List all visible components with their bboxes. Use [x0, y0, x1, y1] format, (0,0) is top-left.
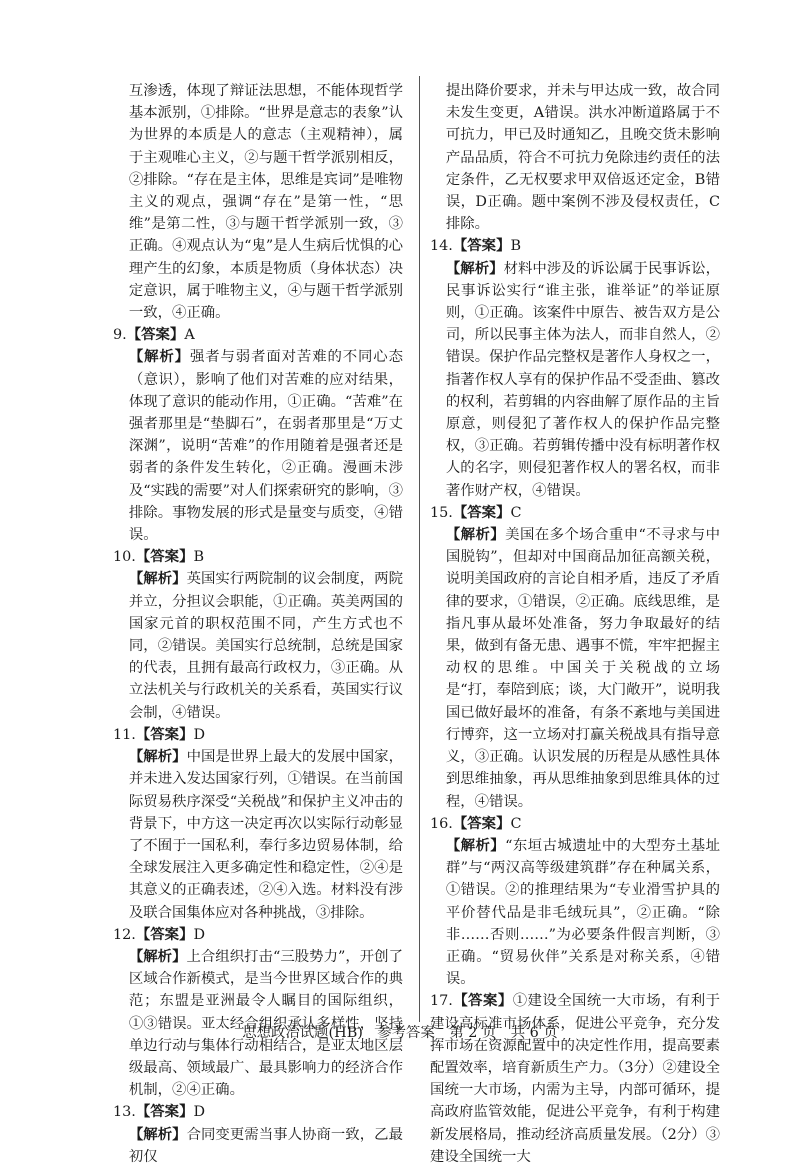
analysis-text: “东垣古城遗址中的大型夯土基址群”与“两汉高等级建筑群”存在种属关系，①错误。②的推理结果为“专业滑雪护具的平价替代品是非毛绒玩具”，②正确。“除非……否则……”为必要条件假言判断，③正确。“贸易伙伴”关系是对称关系，④错误。 [445, 837, 720, 988]
item-number: 13. [113, 1104, 136, 1121]
right-column [430, 80, 720, 1168]
answer-label: 【答案】 [135, 725, 194, 743]
answer-item-12 [113, 924, 403, 1102]
answer-item-14 [430, 235, 720, 501]
q13-analysis-continued: 提出降价要求，并未与甲达成一致，故合同未发生变更，A错误。洪水冲断道路属于不可抗力，甲已及时通知乙，且晚交货未影响产品品质，符合不可抗力免除违约责任的法定条件，乙无权要求甲双倍返还定金，B错误，D正确。题中案例不涉及侵权责任，C排除。 [445, 83, 720, 233]
answer-label: 【答案】 [452, 503, 511, 521]
column-divider [419, 76, 420, 1022]
analysis-text: 合同变更需当事人协商一致，乙最初仅 [128, 1126, 403, 1165]
answer-value: C [510, 504, 522, 521]
answer-value: D [193, 926, 206, 943]
answer-value: ①建设全国统一大市场，有利于建设高标准市场体系，促进公平竞争，充分发挥市场在资源配置中的决定性作用，提高要素配置效率，培育新质生产力。（3分）②建设全国统一大市场，内需为主导，内部可循环，提高政府监管效能，促进公平竞争，有利于构建新发展格局，推动经济高质量发展。（2分）③建设全国统一大 [430, 993, 720, 1165]
answer-value: D [193, 726, 206, 743]
answer-item-16 [430, 813, 720, 991]
item-number: 17. [430, 993, 453, 1010]
analysis-label: 【解析】 [128, 748, 187, 766]
answer-value: B [193, 549, 205, 566]
analysis-text: 美国在多个场合重申“不寻求与中国脱钩”，但却对中国商品加征高额关税，说明美国政府的言论自相矛盾，违反了矛盾律的要求，①错误，②正确。底线思维，是指凡事从最坏处准备，努力争取最好的结果，做到有备无患、遇事不慌，牢牢把握主动权的思维。中国关于关税战的立场是“打，奉陪到底；谈，大门敞开”，说明我国已做好最坏的准备，有条不紊地与美国进行博弈，这一立场对打赢关税战具有指导意义，③正确。认识发展的历程是从感性具体到思维抽象，再从思维抽象到思维具体的过程，④错误。 [445, 527, 720, 810]
answer-item-17 [430, 990, 720, 1168]
analysis-label: 【解析】 [128, 947, 187, 965]
continuation-q13 [430, 80, 720, 235]
answer-label: 【答案】 [452, 992, 513, 1010]
answer-label: 【答案】 [135, 548, 194, 566]
analysis-label: 【解析】 [128, 348, 190, 366]
item-number: 10. [113, 549, 136, 566]
analysis-text: 英国实行两院制的议会制度，两院并立，分担议会职能，①正确。英美两国的国家元首的职权范围不同，产生方式也不同，②错误。美国实行总统制，总统是国家的代表，且拥有最高行政权力，③正确。从立法机关与行政机关的关系看，英国实行议会制，④错误。 [128, 571, 403, 721]
left-column [113, 80, 403, 1168]
answer-item-11 [113, 724, 403, 924]
item-number: 14. [430, 238, 453, 255]
answer-label: 【答案】 [135, 925, 194, 943]
item-number: 11. [113, 726, 136, 743]
analysis-label: 【解析】 [128, 570, 187, 588]
analysis-label: 【解析】 [445, 526, 506, 544]
analysis-label: 【解析】 [445, 259, 504, 277]
answer-item-9 [113, 324, 403, 546]
continuation-q8 [113, 80, 403, 324]
answer-item-15 [430, 502, 720, 813]
answer-label: 【答案】 [452, 237, 511, 255]
analysis-text: 上合组织打击“三股势力”，开创了区域合作新模式，是当今世界区域合作的典范；东盟是亚洲最令人瞩目的国际组织，①③错误。亚太经合组织承认多样性，坚持单边行动与集体行动相结合，是亚太地区层级最高、领域最广、最具影响力的经济合作机制，②④正确。 [128, 948, 403, 1099]
analysis-text: 中国是世界上最大的发展中国家，并未进入发达国家行列，①错误。在当前国际贸易秩序深受“关税战”和保护主义冲击的背景下，中方这一决定再次以实际行动彰显了不囿于一国私利，奉行多边贸易体制，给全球发展注入更多确定性和稳定性，②④是其意义的正确表述，②④入选。材料没有涉及联合国集体应对各种挑战，③排除。 [128, 749, 403, 921]
answer-value: A [184, 327, 195, 344]
item-number: 12. [113, 926, 136, 943]
analysis-label: 【解析】 [445, 836, 506, 854]
page-footer: 思想政治试题(HB) 参考答案 第 2 页 共 6 页 [242, 1025, 558, 1041]
item-number: 9. [113, 327, 127, 344]
answer-value: D [193, 1104, 206, 1121]
analysis-text: 强者与弱者面对苦难的不同心态（意识），影响了他们对苦难的应对结果，体现了意识的能动作用，①正确。“苦难”在强者那里是“垫脚石”，在弱者那里是“万丈深渊”，说明“苦难”的作用随着是强者还是弱者的条件发生转化，②正确。漫画未涉及“实践的需要”对人们探索研究的影响，③排除。事物发展的形式是量变与质变，④错误。 [128, 349, 403, 544]
item-number: 16. [430, 815, 453, 832]
answer-label: 【答案】 [126, 326, 185, 344]
answer-item-10 [113, 546, 403, 724]
item-number: 15. [430, 504, 453, 521]
answer-label: 【答案】 [135, 1103, 194, 1121]
answer-label: 【答案】 [452, 814, 511, 832]
analysis-label: 【解析】 [128, 1125, 187, 1143]
answer-value: C [510, 815, 522, 832]
analysis-text: 材料中涉及的诉讼属于民事诉讼，民事诉讼实行“谁主张，谁举证”的举证原则，①正确。该案件中原告、被告双方是公司，所以民事主体为法人，而非自然人，②错误。保护作品完整权是著作人身权之一，指著作权人享有的保护作品不受歪曲、篡改的权利，若剪辑的内容曲解了原作品的主旨原意，则侵犯了著作权人的保护作品完整权，③正确。若剪辑传播中没有标明著作权人的名字，则侵犯著作权人的署名权，而非著作财产权，④错误。 [445, 260, 720, 499]
answer-value: B [510, 238, 522, 255]
answer-item-13 [113, 1101, 403, 1168]
q8-analysis-continued: 互渗透，体现了辩证法思想，不能体现哲学基本派别，①排除。“世界是意志的表象”认为世界的本质是人的意志（主观精神），属于主观唯心主义，②与题干哲学派别相反，②排除。“存在是主体，思维是宾词”是唯物主义的观点，强调“存在”是第一性，“思维”是第二性，③与题干哲学派别一致，③正确。④观点认为“鬼”是人生病后忧惧的心理产生的幻象，本质是物质（身体状态）决定意识，属于唯物主义，④与题干哲学派别一致，④正确。 [128, 83, 403, 322]
